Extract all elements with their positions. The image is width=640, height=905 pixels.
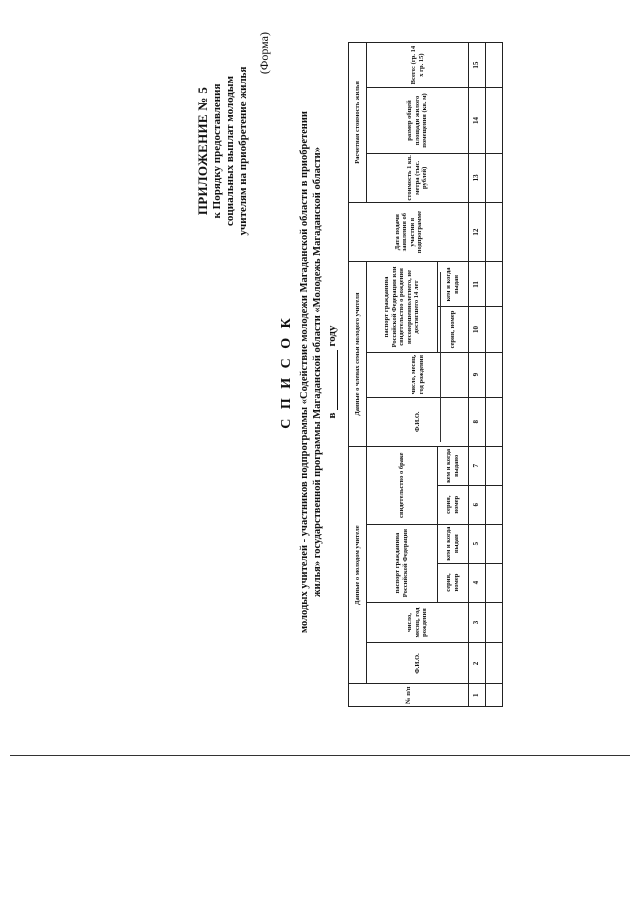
col-header-date-applied: Дата подачи заявления об участии в подпрограмме bbox=[349, 202, 469, 261]
col-number: 11 bbox=[469, 262, 486, 307]
form-label: (Форма) bbox=[257, 32, 271, 75]
col-number: 8 bbox=[469, 397, 486, 446]
appendix-title: ПРИЛОЖЕНИЕ № 5 bbox=[195, 86, 210, 216]
participants-table bbox=[348, 42, 503, 707]
table-cell[interactable] bbox=[486, 88, 503, 154]
table-cell[interactable] bbox=[486, 563, 503, 602]
year-suffix: году bbox=[326, 325, 338, 347]
col-header-area-size: размер общей площади жилого помещения (кв. м) bbox=[367, 88, 469, 154]
sub-header-passport-issued: кем и когда выдан bbox=[437, 524, 468, 563]
year-blank-field[interactable] bbox=[327, 350, 338, 410]
table-cell[interactable] bbox=[486, 684, 503, 707]
col-number: 1 bbox=[469, 684, 486, 707]
appendix-line-3: учителям на приобретение жилья bbox=[237, 66, 249, 236]
col-number: 6 bbox=[469, 485, 486, 524]
table-cell[interactable] bbox=[486, 307, 503, 352]
col-header-family-passport: паспорт гражданина Российской Федерации или свидетельство о рождении несовершеннолетнего, не достигшего 14 лет bbox=[367, 262, 437, 352]
col-number: 2 bbox=[469, 643, 486, 684]
rotated-form-sheet bbox=[195, 32, 481, 712]
appendix-block bbox=[195, 36, 250, 266]
list-title: С П И С О К bbox=[279, 315, 294, 429]
table-cell[interactable] bbox=[486, 262, 503, 307]
col-header-no: № п/п bbox=[349, 684, 469, 707]
list-heading bbox=[279, 32, 338, 712]
table-cell[interactable] bbox=[486, 153, 503, 202]
sub-header-marriage-series: серия, номер bbox=[437, 485, 468, 524]
column-number-row bbox=[469, 43, 486, 707]
col-number: 15 bbox=[469, 43, 486, 88]
col-number: 14 bbox=[469, 88, 486, 154]
sub-header-passport-series: серия, номер bbox=[437, 563, 468, 602]
col-number: 7 bbox=[469, 446, 486, 485]
heading-line-2: жилья» государственной программы Магаданской области «Молодежь Магаданской области» bbox=[312, 147, 323, 597]
sub-header-family-series: серия, номер bbox=[437, 307, 468, 352]
col-number: 9 bbox=[469, 352, 486, 397]
col-header-family-birth: число, месяц, год рождения bbox=[367, 352, 469, 397]
col-header-teacher-passport: паспорт гражданина Российской Федерации bbox=[367, 524, 437, 602]
appendix-line-2: социальных выплат молодым bbox=[224, 76, 236, 226]
table-cell[interactable] bbox=[486, 602, 503, 643]
col-header-teacher-fio: Ф.И.О. bbox=[367, 643, 469, 684]
table-cell[interactable] bbox=[486, 397, 503, 446]
col-header-family-fio: Ф.И.О. bbox=[367, 397, 469, 446]
table-cell[interactable] bbox=[486, 352, 503, 397]
col-header-cost-per-sqm: стоимость 1 кв. метра (тыс. рублей) bbox=[367, 153, 469, 202]
col-header-teacher-marriage: свидетельство о браке bbox=[367, 446, 437, 524]
appendix-line-1: к Порядку предоставления bbox=[211, 83, 223, 219]
heading-line-1: молодых учителей - участников подпрограммы «Содействие молодежи Магаданской области в приобретении bbox=[299, 111, 310, 633]
col-number: 12 bbox=[469, 202, 486, 261]
empty-data-row bbox=[486, 43, 503, 707]
table-cell[interactable] bbox=[486, 643, 503, 684]
col-number: 3 bbox=[469, 602, 486, 643]
table-cell[interactable] bbox=[486, 485, 503, 524]
col-header-total: Всего: (гр. 14 х гр. 15) bbox=[367, 43, 469, 88]
group-header-family: Данные о членах семьи молодого учителя bbox=[349, 262, 367, 446]
table-cell[interactable] bbox=[486, 43, 503, 88]
col-header-teacher-birth: число, месяц, год рождения bbox=[367, 602, 469, 643]
col-number: 10 bbox=[469, 307, 486, 352]
year-prefix: в bbox=[326, 412, 338, 419]
page-divider-line bbox=[10, 755, 630, 756]
sub-header-marriage-issued: кем и когда выдано bbox=[437, 446, 468, 485]
col-number: 4 bbox=[469, 563, 486, 602]
table-cell[interactable] bbox=[486, 446, 503, 485]
group-header-cost: Расчетная стоимость жилья bbox=[349, 43, 367, 203]
sub-header-family-issued: кем и когда выдан bbox=[437, 262, 468, 307]
col-number: 5 bbox=[469, 524, 486, 563]
table-cell[interactable] bbox=[486, 202, 503, 261]
year-line bbox=[326, 32, 338, 712]
table-cell[interactable] bbox=[486, 524, 503, 563]
separator-line bbox=[440, 272, 441, 442]
group-header-teacher: Данные о молодом учителе bbox=[349, 446, 367, 684]
col-number: 13 bbox=[469, 153, 486, 202]
